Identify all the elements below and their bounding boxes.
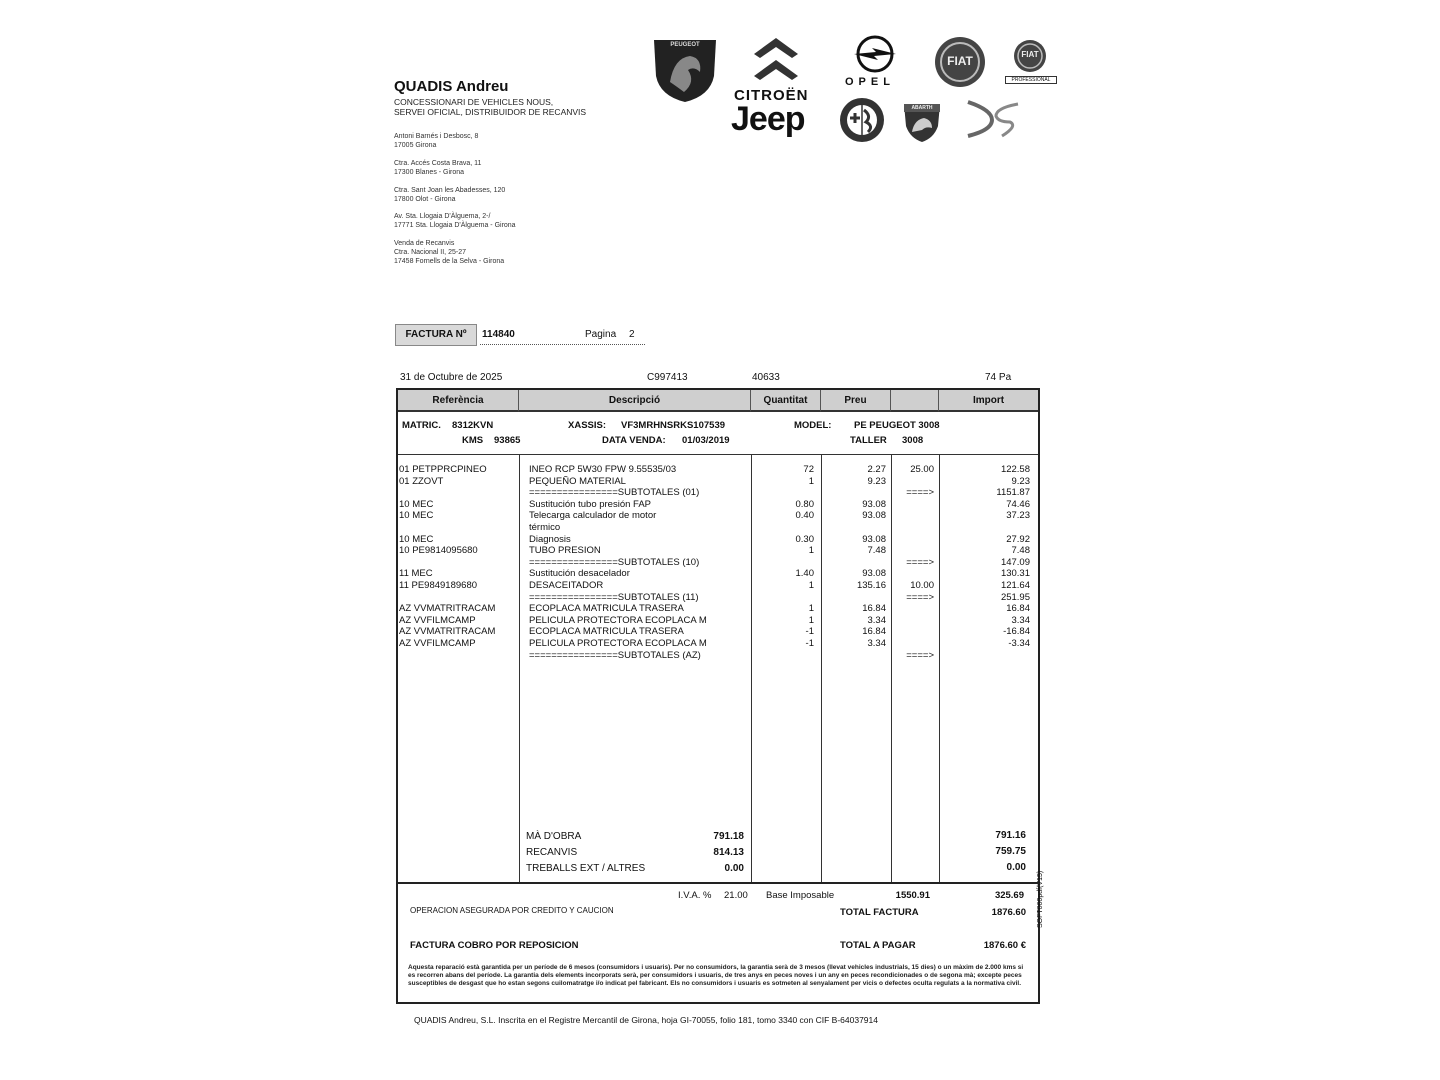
ma-obra-value: 791.18 xyxy=(713,831,744,842)
cell-qty: 1 xyxy=(808,614,814,626)
recanvis-value: 814.13 xyxy=(713,847,744,858)
cell-imp: 7.48 xyxy=(1011,545,1030,557)
cell-price: 3.34 xyxy=(867,638,886,649)
invoice-number: 114840 xyxy=(482,329,515,340)
cell-ref: 01 PETPPRCPINEO xyxy=(399,464,487,475)
invoice-code-1: C997413 xyxy=(647,372,688,383)
invoice-label: FACTURA Nº xyxy=(395,324,477,346)
opel-logo xyxy=(850,34,900,74)
base-value: 1550.91 xyxy=(895,890,930,901)
address-line: 17771 Sta. Llogaia D'Àlguema - Girona xyxy=(394,222,516,229)
cell-desc: Diagnosis xyxy=(529,533,571,545)
cell-imp: 147.09 xyxy=(1000,556,1030,568)
table-row xyxy=(398,510,1038,522)
cell-qty: 1.40 xyxy=(795,568,814,580)
cell-imp: 1151.87 xyxy=(996,487,1030,499)
xassis-label: XASSIS: xyxy=(568,420,607,431)
cell-qty: 1 xyxy=(808,580,814,591)
cell-desc: PELICULA PROTECTORA ECOPLACA M xyxy=(529,638,707,649)
table-row xyxy=(398,534,1038,546)
kms-label: KMS xyxy=(462,435,484,446)
data-venda-value: 01/03/2019 xyxy=(682,435,730,446)
table-row xyxy=(398,603,1038,615)
cell-ref: 11 PE9849189680 xyxy=(399,580,478,591)
cell-ref: AZ VVMATRITRACAM xyxy=(399,626,496,638)
cell-price: 93.08 xyxy=(862,510,886,522)
cell-desc: PEQUEÑO MATERIAL xyxy=(529,475,626,487)
cell-desc: Sustitución desacelador xyxy=(529,568,630,580)
cell-qty: -1 xyxy=(805,638,814,649)
address-4 xyxy=(394,212,634,230)
cell-qty: 0.30 xyxy=(795,533,814,545)
model-label: MODEL: xyxy=(794,420,832,431)
opel-wordmark: OPEL xyxy=(845,76,895,88)
cell-desc: Sustitución tubo presión FAP xyxy=(529,498,651,510)
base-label: Base Imposable xyxy=(766,890,835,901)
treballs-import: 0.00 xyxy=(1006,862,1026,873)
total-pagar-label: TOTAL A PAGAR xyxy=(840,940,916,951)
cell-imp: 122.58 xyxy=(1000,464,1030,475)
cell-price: 7.48 xyxy=(867,545,886,557)
cell-desc: ECOPLACA MATRICULA TRASERA xyxy=(529,626,684,638)
cell-price: 16.84 xyxy=(862,603,886,615)
table-row xyxy=(398,592,1038,604)
invoice-code-3: 74 Pa xyxy=(985,372,1012,383)
fiat-wordmark: FIAT xyxy=(947,54,973,68)
peugeot-logo xyxy=(650,36,720,104)
fiat-pro-wordmark: FIAT xyxy=(1021,50,1039,59)
table-row xyxy=(398,568,1038,580)
address-line: Ctra. Nacional II, 25-27 xyxy=(394,249,466,256)
abarth-logo xyxy=(898,96,946,144)
ma-obra-import: 791.16 xyxy=(995,830,1026,841)
cell-desc: térmico xyxy=(529,522,561,533)
cell-ref: 10 MEC xyxy=(399,510,434,522)
cell-desc: TUBO PRESION xyxy=(529,545,601,557)
cell-qty: 0.80 xyxy=(795,498,814,510)
cell-desc: INEO RCP 5W30 FPW 9.55535/03 xyxy=(529,464,677,475)
cell-qty: 1 xyxy=(808,603,814,615)
header-price: Preu xyxy=(821,390,891,412)
cell-price: 16.84 xyxy=(862,626,886,638)
xassis-value: VF3MRHNSRKS107539 xyxy=(621,420,726,431)
page-number: 2 xyxy=(629,329,635,340)
treballs-value: 0.00 xyxy=(724,863,744,874)
citroen-wordmark: CITROËN xyxy=(734,87,809,104)
cell-ref: AZ VVFILMCAMP xyxy=(399,638,476,649)
address-line: Av. Sta. Llogaia D'Àlguema, 2-/ xyxy=(394,213,491,220)
cell-disc: 10.00 xyxy=(910,580,934,591)
cell-desc: ================SUBTOTALES (10) xyxy=(529,556,700,568)
table-row xyxy=(398,522,1038,534)
company-name: QUADIS Andreu xyxy=(394,78,509,95)
cell-price: 135.16 xyxy=(856,580,886,591)
cell-ref: 11 MEC xyxy=(399,568,433,580)
total-pagar-value: 1876.60 € xyxy=(983,940,1026,951)
cell-desc: ECOPLACA MATRICULA TRASERA xyxy=(529,603,684,615)
cell-price: 93.08 xyxy=(862,498,886,510)
address-2 xyxy=(394,159,634,177)
address-1 xyxy=(394,132,634,150)
cell-disc: ====> xyxy=(906,487,934,499)
cell-price: 3.34 xyxy=(867,614,886,626)
table-row xyxy=(398,615,1038,627)
cell-qty: 1 xyxy=(808,545,814,557)
cell-ref: 01 ZZOVT xyxy=(399,475,444,487)
matric-value: 8312KVN xyxy=(452,420,494,431)
ds-logo xyxy=(962,96,1024,142)
company-tagline xyxy=(394,97,586,117)
total-factura-value: 1876.60 xyxy=(991,907,1026,918)
recanvis-label: RECANVIS xyxy=(526,847,578,858)
cell-disc: 25.00 xyxy=(910,464,934,475)
table-row xyxy=(398,499,1038,511)
operacion-text: OPERACION ASEGURADA POR CREDITO Y CAUCION xyxy=(410,906,614,915)
page-label: Pagina xyxy=(585,329,617,340)
cell-imp: 37.23 xyxy=(1006,510,1030,522)
address-line: 17458 Fornells de la Selva - Girona xyxy=(394,258,505,265)
cell-desc: DESACEITADOR xyxy=(529,580,604,591)
taller-label: TALLER xyxy=(850,435,887,446)
cell-price: 9.23 xyxy=(867,475,886,487)
address-line: Antoni Barnés i Desbosc, 8 xyxy=(394,133,479,140)
cell-imp: 9.23 xyxy=(1011,475,1030,487)
cell-imp: 74.46 xyxy=(1006,498,1030,510)
cell-imp: 16.84 xyxy=(1006,603,1030,615)
table-row xyxy=(398,626,1038,638)
cell-ref: 10 MEC xyxy=(399,533,434,545)
table-row xyxy=(398,464,1038,476)
cell-qty: 1 xyxy=(808,475,814,487)
data-venda-label: DATA VENDA: xyxy=(602,435,666,446)
kms-value: 93865 xyxy=(494,435,521,446)
jeep-wordmark: Jeep xyxy=(731,100,805,138)
iva-percent: 21.00 xyxy=(724,890,748,901)
cell-imp: 27.92 xyxy=(1006,533,1030,545)
tagline-line-2: SERVEI OFICIAL, DISTRIBUIDOR DE RECANVIS xyxy=(394,107,587,117)
matric-label: MATRIC. xyxy=(402,420,441,431)
cell-disc: ====> xyxy=(906,591,934,603)
total-factura-label: TOTAL FACTURA xyxy=(840,907,919,918)
cell-imp: 130.31 xyxy=(1000,568,1030,580)
fiat-professional-logo xyxy=(1005,38,1055,88)
legal-text: Aquesta reparació està garantida per un període de 6 mesos (consumidors i usuaris). Per no consumidors, la garantia serà de 3 mesos (llevat vehicles industrials, 15 dies) o un màxim de 2.000 kms si es recorren abans del període. La garantia dels elements incorporats serà, per consumidors i usuaris, de tres anys en peces noves i un any en peces recondicionades o de segona mà; excepte peces susceptibles de desgast que ho estan segons cuilomatratge i/o indicat pel fabricant. Els no consumidors i usuaris es sotmeten al senyalament per vicis o defectes oculta regulats a la normativa civil. xyxy=(408,964,1024,987)
table-row xyxy=(398,638,1038,650)
cell-imp: 251.95 xyxy=(1000,591,1030,603)
header-description: Descripció xyxy=(519,390,751,412)
header-discount xyxy=(891,390,939,412)
invoice-underline xyxy=(480,344,645,345)
address-line: 17005 Girona xyxy=(394,142,437,149)
cell-imp: -16.84 xyxy=(1003,626,1030,638)
cell-disc: ====> xyxy=(906,649,934,661)
header-reference: Referència xyxy=(398,390,519,412)
table-row xyxy=(398,545,1038,557)
cell-imp: -3.34 xyxy=(1008,638,1030,649)
invoice-date: 31 de Octubre de 2025 xyxy=(400,372,503,383)
cell-imp: 121.64 xyxy=(1000,580,1030,591)
cell-imp: 3.34 xyxy=(1011,614,1030,626)
iva-label: I.V.A. % xyxy=(678,890,712,901)
table-row xyxy=(398,557,1038,569)
address-line: Ctra. Accés Costa Brava, 11 xyxy=(394,160,482,167)
cell-disc: ====> xyxy=(906,556,934,568)
table-row xyxy=(398,580,1038,592)
address-line: 17800 Olot - Girona xyxy=(394,196,456,203)
header-import: Import xyxy=(939,390,1038,412)
cell-desc: PELICULA PROTECTORA ECOPLACA M xyxy=(529,614,707,626)
cell-qty: 0.40 xyxy=(795,510,814,522)
alfa-romeo-logo xyxy=(838,96,886,144)
fiat-logo xyxy=(933,35,987,89)
iva-amount: 325.69 xyxy=(994,890,1024,901)
tagline-line-1: CONCESSIONARI DE VEHICLES NOUS, xyxy=(394,97,554,107)
header-quantity: Quantitat xyxy=(751,390,821,412)
citroen-chevrons xyxy=(748,34,804,86)
address-line: 17300 Blanes - Girona xyxy=(394,169,465,176)
address-3 xyxy=(394,186,634,204)
cell-desc: ================SUBTOTALES (11) xyxy=(529,591,699,603)
table-row xyxy=(398,487,1038,499)
registry-text: QUADIS Andreu, S.L. Inscrita en el Registre Mercantil de Girona, hoja GI-70055, folio 181, tomo 3340 con CIF B-64037914 xyxy=(414,1015,878,1025)
cobro-text: FACTURA COBRO POR REPOSICION xyxy=(410,940,579,951)
cell-ref: AZ VVFILMCAMP xyxy=(399,614,476,626)
cell-price: 93.08 xyxy=(862,533,886,545)
table-row xyxy=(398,650,1038,662)
ma-obra-label: MÀ D'OBRA xyxy=(526,831,582,842)
cell-ref: 10 PE9814095680 xyxy=(399,545,478,557)
vehicle-divider xyxy=(398,454,1038,455)
cell-desc: ================SUBTOTALES (AZ) xyxy=(529,649,701,661)
cell-ref: 10 MEC xyxy=(399,498,434,510)
invoice-code-2: 40633 xyxy=(752,372,780,383)
cell-price: 2.27 xyxy=(867,464,886,475)
cell-desc: ================SUBTOTALES (01) xyxy=(529,487,700,499)
cell-desc: Telecarga calculador de motor xyxy=(529,510,657,522)
taller-value: 3008 xyxy=(902,435,924,446)
address-5 xyxy=(394,239,634,266)
professional-label: PROFESSIONAL xyxy=(1005,76,1057,84)
cell-ref: AZ VVMATRITRACAM xyxy=(399,603,496,615)
recanvis-import: 759.75 xyxy=(995,846,1026,857)
model-value: PE PEUGEOT 3008 xyxy=(854,420,940,431)
abarth-wordmark: ABARTH xyxy=(911,105,933,111)
treballs-label: TREBALLS EXT / ALTRES xyxy=(526,863,646,874)
cell-qty: -1 xyxy=(805,626,814,638)
peugeot-wordmark: PEUGEOT xyxy=(670,42,700,48)
cell-price: 93.08 xyxy=(862,568,886,580)
cell-qty: 72 xyxy=(803,464,814,475)
summary-divider xyxy=(398,882,1038,884)
address-line: Ctra. Sant Joan les Abadesses, 120 xyxy=(394,187,506,194)
side-code: SOFT060pdf(V15) xyxy=(1037,870,1044,928)
table-row xyxy=(398,476,1038,488)
address-line: Venda de Recanvis xyxy=(394,240,455,247)
invoice-table xyxy=(396,388,1040,1004)
